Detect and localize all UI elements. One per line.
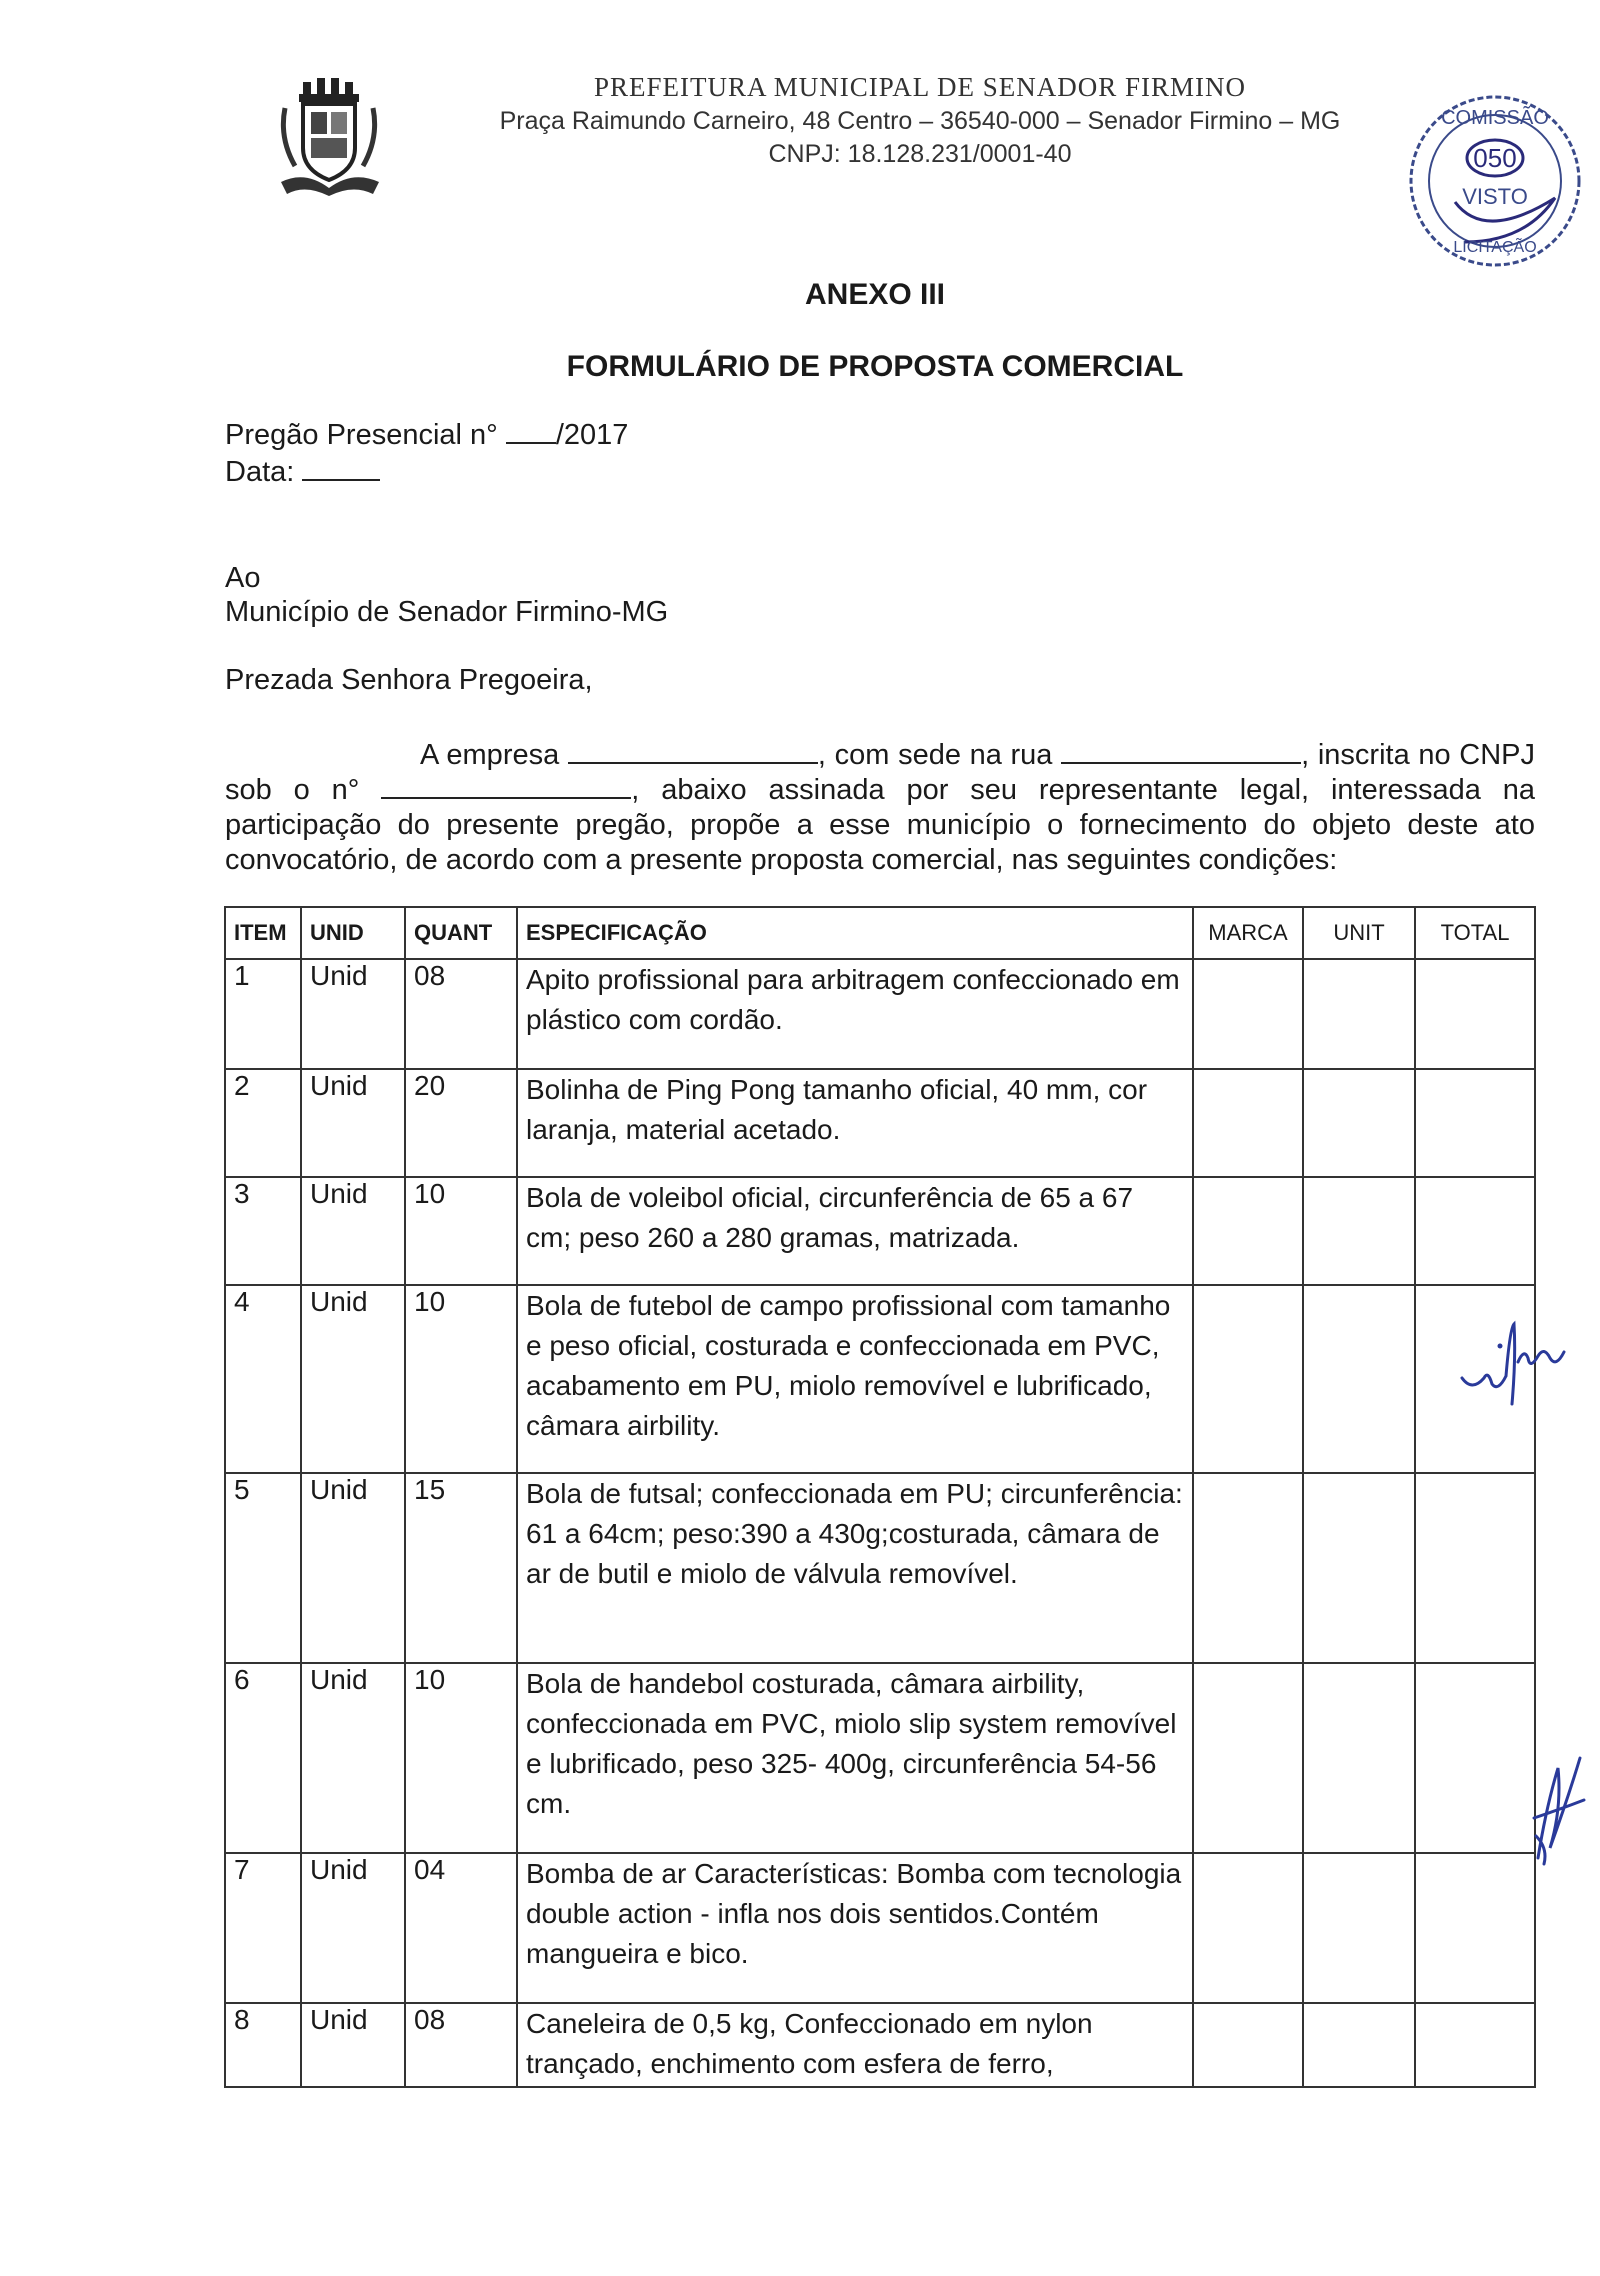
unit-price-cell[interactable] [1303,1177,1415,1285]
item-quantity: 10 [405,1285,517,1473]
brand-cell[interactable] [1193,1069,1303,1177]
header-item: ITEM [225,907,301,959]
svg-text:VISTO: VISTO [1462,184,1528,209]
item-specification: Apito profissional para arbitragem confeccionado em plástico com cordão. [517,959,1193,1069]
item-unit: Unid [301,1285,405,1473]
date-blank[interactable] [302,455,380,481]
brand-cell[interactable] [1193,1177,1303,1285]
municipality-cnpj: CNPJ: 18.128.231/0001-40 [768,140,1072,168]
unit-price-cell[interactable] [1303,1473,1415,1663]
item-specification: Bola de futsal; confeccionada em PU; circunferência: 61 a 64cm; peso:390 a 430g;costurada, câmara de ar de butil e miolo de válvula removível. [517,1473,1193,1663]
item-quantity: 04 [405,1853,517,2003]
item-specification: Bola de voleibol oficial, circunferência de 65 a 67 cm; peso 260 a 280 gramas, matrizada. [517,1177,1193,1285]
pregao-year: /2017 [555,419,629,451]
unit-price-cell[interactable] [1303,1663,1415,1853]
header-spec: ESPECIFICAÇÃO [517,907,1193,959]
item-number: 3 [225,1177,301,1285]
total-price-cell[interactable] [1415,1177,1535,1285]
brand-cell[interactable] [1193,1663,1303,1853]
item-number: 7 [225,1853,301,2003]
header-quant: QUANT [405,907,517,959]
commission-stamp [1405,92,1585,270]
total-price-cell[interactable] [1415,1473,1535,1663]
item-unit: Unid [301,1473,405,1663]
form-title: FORMULÁRIO DE PROPOSTA COMERCIAL [566,350,1184,383]
addressee-line-1: Ao [225,562,261,594]
item-specification: Bola de handebol costurada, câmara airbility, confeccionada em PVC, miolo slip system removível e lubrificado, peso 325- 400g, circunferência 54-56 cm. [517,1663,1193,1853]
pregao-number-blank[interactable] [506,418,556,444]
total-price-cell[interactable] [1415,2003,1535,2087]
brand-cell[interactable] [1193,1473,1303,1663]
pregao-field [225,418,628,452]
item-specification: Caneleira de 0,5 kg, Confeccionado em nylon trançado, enchimento com esfera de ferro, [517,2003,1193,2087]
svg-text:COMISSÃO: COMISSÃO [1441,107,1549,129]
unit-price-cell[interactable] [1303,959,1415,1069]
item-specification: Bolinha de Ping Pong tamanho oficial, 40 mm, cor laranja, material acetado. [517,1069,1193,1177]
item-unit: Unid [301,2003,405,2087]
item-quantity: 10 [405,1663,517,1853]
paragraph-address-label: , com sede na rua [817,739,1053,771]
item-specification: Bola de futebol de campo profissional com tamanho e peso oficial, costurada e confeccionada em PVC, acabamento em PU, miolo removível e lubrificado, câmara airbility. [517,1285,1193,1473]
header-unit: UNIT [1303,907,1415,959]
item-number: 1 [225,959,301,1069]
proposal-paragraph [225,738,1535,878]
annex-title: ANEXO III [804,278,946,311]
cnpj-blank[interactable] [381,773,631,799]
table-row [225,1663,1535,1853]
paragraph-company-label: A empresa [420,739,560,771]
table-header-row [225,907,1535,959]
table-row [225,1853,1535,2003]
handwritten-signature [1528,1748,1588,1868]
table-row [225,1177,1535,1285]
items-table [224,906,1536,2088]
letterhead [420,72,1420,169]
item-number: 4 [225,1285,301,1473]
brand-cell[interactable] [1193,1285,1303,1473]
salutation: Prezada Senhora Pregoeira, [225,664,593,696]
addressee-line-2: Município de Senador Firmino-MG [225,596,669,628]
item-quantity: 08 [405,959,517,1069]
header-marca: MARCA [1193,907,1303,959]
item-unit: Unid [301,1069,405,1177]
header-unid: UNID [301,907,405,959]
total-price-cell[interactable] [1415,1069,1535,1177]
unit-price-cell[interactable] [1303,1853,1415,2003]
item-quantity: 15 [405,1473,517,1663]
item-quantity: 20 [405,1069,517,1177]
item-number: 5 [225,1473,301,1663]
header-total: TOTAL [1415,907,1535,959]
handwritten-initials [1458,1318,1568,1408]
date-label: Data: [225,456,295,488]
table-row [225,1069,1535,1177]
municipality-name: PREFEITURA MUNICIPAL DE SENADOR FIRMINO [593,72,1247,102]
item-number: 8 [225,2003,301,2087]
unit-price-cell[interactable] [1303,1285,1415,1473]
table-row [225,1285,1535,1473]
item-number: 2 [225,1069,301,1177]
total-price-cell[interactable] [1415,1853,1535,2003]
item-number: 6 [225,1663,301,1853]
unit-price-cell[interactable] [1303,2003,1415,2087]
item-unit: Unid [301,1853,405,2003]
table-row [225,1473,1535,1663]
pregao-label: Pregão Presencial n° [225,419,498,451]
municipal-crest-icon [275,78,385,196]
street-blank[interactable] [1061,738,1301,764]
total-price-cell[interactable] [1415,1663,1535,1853]
total-price-cell[interactable] [1415,959,1535,1069]
item-quantity: 08 [405,2003,517,2087]
item-unit: Unid [301,1663,405,1853]
svg-text:050: 050 [1473,143,1517,173]
svg-text:LICITAÇÃO: LICITAÇÃO [1453,239,1537,256]
table-row [225,959,1535,1069]
item-quantity: 10 [405,1177,517,1285]
brand-cell[interactable] [1193,959,1303,1069]
brand-cell[interactable] [1193,1853,1303,2003]
item-unit: Unid [301,1177,405,1285]
unit-price-cell[interactable] [1303,1069,1415,1177]
company-name-blank[interactable] [568,738,818,764]
brand-cell[interactable] [1193,2003,1303,2087]
date-field [225,455,380,489]
item-unit: Unid [301,959,405,1069]
paragraph-cnpj-label: , inscrita no CNPJ sob o n° [225,739,1536,806]
table-row [225,2003,1535,2087]
item-specification: Bomba de ar Características: Bomba com tecnologia double action - infla nos dois sentidos.Contém mangueira e bico. [517,1853,1193,2003]
paragraph-conditions: , abaixo assinada por seu representante legal, interessada na participação do presente pregão, propõe a esse município o fornecimento do objeto deste ato convocatório, de acordo com a presente proposta comercial, nas seguintes condições: [225,774,1536,876]
municipality-address: Praça Raimundo Carneiro, 48 Centro – 36540-000 – Senador Firmino – MG [499,107,1341,135]
